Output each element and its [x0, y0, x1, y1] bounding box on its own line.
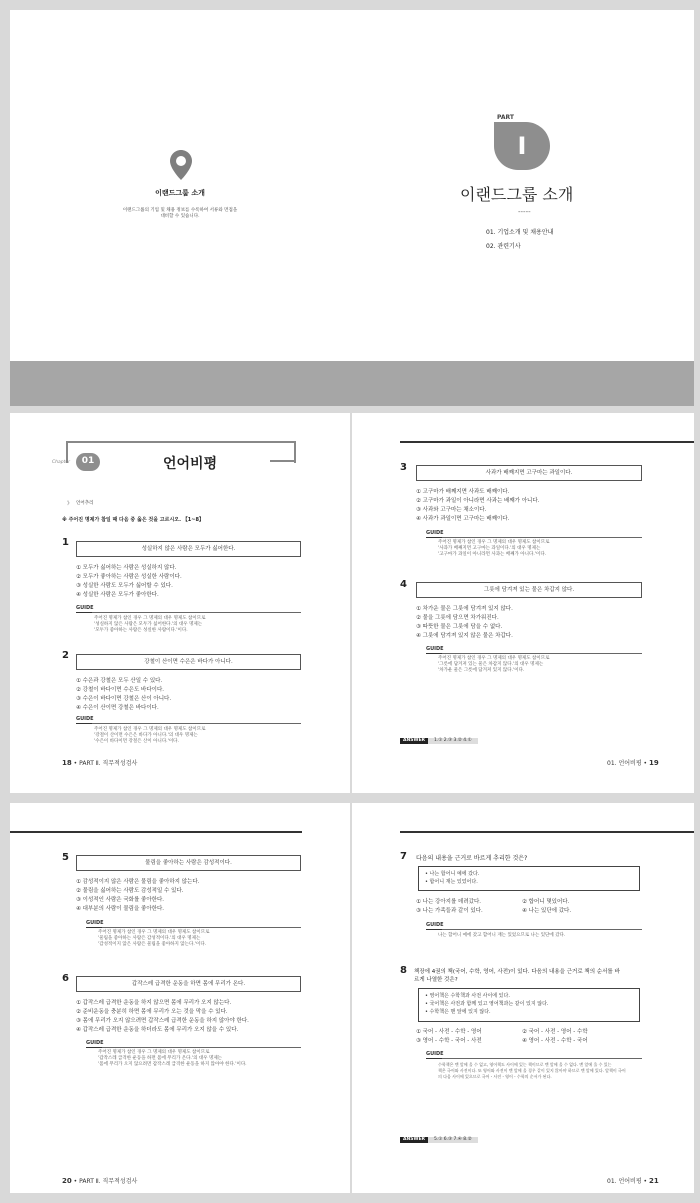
- q6-option-1[interactable]: ① 갑작스레 급격한 운동을 하지 않으면 몸에 무리가 오지 않는다.: [76, 1000, 232, 1006]
- chapter-word: Chapter: [52, 460, 70, 465]
- q6-guide-2: '갑작스레 급격한 운동을 하면 몸에 무리가 온다.'의 대우 명제는: [98, 1056, 223, 1061]
- q1-guide-3: '모두가 좋아하는 사람은 성실한 사람이다.'이다.: [94, 628, 188, 633]
- q2-guide-1: 주어진 명제가 참인 경우 그 명제의 대우 명제도 참이므로: [94, 727, 206, 732]
- cover-page: [10, 10, 694, 405]
- q3-statement: 사과가 배째지면 고구마는 과일이다.: [416, 465, 642, 481]
- q7-stem: 다음의 내용을 근거로 바르게 추리한 것은?: [416, 855, 528, 862]
- q5-guide-2: '물림을 좋아하는 사람은 감성적이다.'의 대우 명제는: [98, 936, 201, 941]
- q4-guide-1: 주어진 명제가 참인 경우 그 명제의 대우 명제도 참이므로: [438, 656, 550, 661]
- q1-guide-1: 주어진 명제가 참인 경우 그 명제의 대우 명제도 참이므로: [94, 616, 206, 621]
- q3-option-2[interactable]: ② 고구마가 과일이 아니라면 사과는 배째가 아니다.: [416, 498, 540, 504]
- cover-dashes: -----: [518, 208, 531, 216]
- q7-option-1[interactable]: ① 나는 강아지를 데려갔다.: [416, 899, 482, 905]
- page-footer-20: [62, 1176, 137, 1185]
- gray-band: [10, 361, 694, 406]
- q3-option-4[interactable]: ④ 사과가 과일이면 고구마는 배째이다.: [416, 516, 510, 522]
- q8-option-2[interactable]: ② 국어 - 사전 - 영어 - 수학: [522, 1029, 588, 1035]
- q1-number: 1: [62, 537, 69, 548]
- guide-label: GUIDE: [426, 1051, 444, 1057]
- q2-guide-3: '수은이 바다이면 강철은 산이 아니다.'이다.: [94, 739, 179, 744]
- answer-values: 5.① 6.③ 7.④ 8.②: [428, 1137, 478, 1143]
- q4-option-4[interactable]: ④ 그릇에 담겨져 있지 않은 물은 차갑다.: [416, 633, 513, 639]
- q1-guide: [76, 605, 301, 613]
- top-rule: [400, 831, 694, 833]
- q3-guide: [426, 530, 642, 538]
- q6-option-4[interactable]: ④ 갑작스레 급격한 운동을 하더라도 몸에 무리가 오지 않을 수 있다.: [76, 1027, 239, 1033]
- q3-option-1[interactable]: ① 고구마가 배째지면 사과도 배째이다.: [416, 489, 510, 495]
- q7-option-2[interactable]: ② 합어니 몇있어다.: [522, 899, 570, 905]
- q8-conditions: [418, 988, 640, 1022]
- q1-guide-2: '성실하지 않은 사람은 모두가 싫어한다.'의 대우 명제는: [94, 622, 203, 627]
- q2-guide: [76, 716, 301, 724]
- q5-option-4[interactable]: ④ 대부분의 사람이 물림을 좋아한다.: [76, 906, 165, 912]
- q6-number: 6: [62, 973, 69, 984]
- q8-stem-2: 르게 나열한 것은?: [414, 977, 458, 983]
- chapter-title: 언어비평: [163, 456, 218, 472]
- footer-text: • PART Ⅱ. 직무적성검사: [73, 1178, 138, 1185]
- q7-number: 7: [400, 851, 407, 862]
- q4-statement: 그릇에 담겨져 있는 물은 차갑지 않다.: [416, 582, 642, 598]
- q5-guide-1: 주어진 명제가 참인 경우 그 명제의 대우 명제도 참이므로: [98, 930, 210, 935]
- q2-number: 2: [62, 650, 69, 661]
- footer-text: 01. 언어비평 •: [607, 1178, 648, 1185]
- chapter-number: 01: [81, 456, 95, 466]
- q7-guide: [426, 922, 642, 930]
- q2-option-3[interactable]: ③ 수은이 바다이면 강철은 산이 아니다.: [76, 696, 172, 702]
- part-badge: [494, 122, 550, 170]
- q8-guide-1: 수학책은 맨 앞에 올 수 없고, 영어책도 사이에 있는 책이므로 맨 앞에 올 수 없다. 맨 앞에 올 수 있는: [438, 1062, 612, 1067]
- q3-option-3[interactable]: ③ 사과와 고구마는 채소이다.: [416, 507, 487, 513]
- q1-statement: 성실하지 않은 사람은 모두가 싫어한다.: [76, 541, 301, 557]
- q5-guide-3: '감성적이지 않은 사람은 물림을 좋아하지 않는다.'이다.: [98, 942, 207, 947]
- chapter-frame-right: [294, 441, 296, 461]
- q6-guide-3: '몸에 무리가 오지 않으려면 갑작스레 급격한 운동을 하지 않아야 한다.'이다.: [98, 1062, 247, 1067]
- footer-text: 01. 언어비평 •: [607, 760, 648, 767]
- q8-condition-2: • 국어책은 사전과 함께 있고 영어책과는 같이 있지 않다.: [425, 1001, 549, 1007]
- page-19: [352, 413, 694, 793]
- q8-option-4[interactable]: ④ 영어 - 사전 - 수학 - 국어: [522, 1038, 588, 1044]
- q5-option-3[interactable]: ③ 이성적인 사람은 국화를 좋아한다.: [76, 897, 165, 903]
- toc-item-1[interactable]: 01. 기업소개 및 채용안내: [486, 229, 554, 236]
- footer-text: • PART Ⅱ. 직무적성검사: [73, 760, 138, 767]
- guide-label: GUIDE: [86, 1040, 104, 1046]
- instruction: ※ 주어진 명제가 참일 때 다음 중 옳은 것을 고르시오. 【1~8】: [62, 517, 204, 523]
- q8-number: 8: [400, 965, 407, 976]
- q8-option-1[interactable]: ① 국어 - 사전 - 수학 - 영어: [416, 1029, 482, 1035]
- q4-guide-2: '그릇에 담겨져 있는 물은 차갑지 않다.'의 대우 명제는: [438, 662, 544, 667]
- top-rule: [10, 831, 302, 833]
- q7-condition-1: • 나는 합어니 예에 갔다.: [425, 871, 480, 877]
- q2-guide-2: '강철이 산이면 수은은 바다가 아니다.'의 대우 명제는: [94, 733, 198, 738]
- q8-guide: [426, 1051, 642, 1059]
- q8-guide-3: 의 다음 사이에 있으므로 국어 - 사전 - 영어 - 수학의 순서가 된다.: [438, 1074, 552, 1079]
- q4-option-3[interactable]: ③ 따뜻한 물은 그릇에 담을 수 없다.: [416, 624, 503, 630]
- guide-label: GUIDE: [426, 922, 444, 928]
- part-numeral: I: [517, 132, 527, 160]
- answer-bar-21: [400, 1137, 478, 1143]
- q4-number: 4: [400, 579, 407, 590]
- answer-label: ANSWER: [400, 738, 428, 744]
- q8-condition-1: • 영어책은 수학책과 사전 사이에 있다.: [425, 993, 510, 999]
- q6-option-3[interactable]: ③ 몸에 무리가 오지 않으려면 갑작스레 급격한 운동을 하지 않아야 한다.: [76, 1018, 249, 1024]
- cover-title: 이랜드그룹 소개: [460, 185, 574, 204]
- q5-number: 5: [62, 852, 69, 863]
- page-number: 19: [649, 759, 659, 767]
- q7-guide-1: 나는 합어니 예에 갔고 합어니 재는 있었으므로 나는 있단에 갔다.: [438, 933, 566, 938]
- q7-condition-2: • 합어니 재는 있었어다.: [425, 879, 478, 885]
- q3-number: 3: [400, 462, 407, 473]
- page-footer-21: [607, 1176, 659, 1185]
- q3-guide-2: '사과가 배째지면 고구마는 과일이다.'의 대우 명제는: [438, 546, 541, 551]
- q2-option-2[interactable]: ② 강철이 바다이면 수은도 바다이다.: [76, 687, 165, 693]
- left-intro: [110, 150, 260, 250]
- left-title: 이랜드그룹 소개: [155, 189, 205, 197]
- q8-guide-2: 책은 국어와 사전이다. 또 영어와 사전이 맨 앞에 올 경우 같이 있지 않아야 하므로 맨 앞에 있다. 앞책이 국어: [438, 1068, 626, 1073]
- page-18: [10, 413, 350, 793]
- q1-option-2[interactable]: ② 모두가 좋아하는 사람은 성실한 사람이다.: [76, 574, 182, 580]
- q5-option-1[interactable]: ① 감성적이지 않은 사람은 물림을 좋아하지 않는다.: [76, 879, 200, 885]
- q1-option-3[interactable]: ③ 성실한 사람도 모두가 싫어할 수 있다.: [76, 583, 173, 589]
- q1-option-4[interactable]: ④ 성실한 사람은 모두가 좋아한다.: [76, 592, 159, 598]
- toc-item-2[interactable]: 02. 관련기사: [486, 243, 521, 250]
- section-marker: 》: [67, 501, 73, 507]
- q6-option-2[interactable]: ② 준비운동을 충분히 하면 몸에 무리가 오는 것을 막을 수 있다.: [76, 1009, 228, 1015]
- guide-label: GUIDE: [426, 530, 444, 536]
- page-number: 21: [649, 1177, 659, 1185]
- q5-option-2[interactable]: ② 물림을 싫어하는 사람도 감성적일 수 있다.: [76, 888, 184, 894]
- page-21: [352, 803, 694, 1193]
- q4-guide: [426, 646, 642, 654]
- q5-guide: [86, 920, 301, 928]
- q4-guide-3: '차가운 물은 그릇에 담겨져 있지 않다.'이다.: [438, 668, 525, 673]
- answer-label: ANSWER: [400, 1137, 428, 1143]
- answer-bar-19: [400, 738, 478, 744]
- page-20: [10, 803, 350, 1193]
- page-number: 18: [62, 759, 72, 767]
- q5-statement: 물림을 좋아하는 사람은 감성적이다.: [76, 855, 301, 871]
- answer-values: 1.① 2.③ 3.② 4.①: [428, 738, 478, 744]
- q4-option-1[interactable]: ① 차가운 물은 그릇에 담겨져 있지 않다.: [416, 606, 513, 612]
- top-rule: [400, 441, 694, 443]
- q7-conditions: [418, 866, 640, 891]
- guide-label: GUIDE: [76, 605, 94, 611]
- q8-stem-1: 책장에 4권의 책(국어, 수학, 영어, 사전)이 있다. 다음의 내용을 근거로 책의 순서를 바: [414, 969, 620, 975]
- part-label: PART: [497, 114, 514, 121]
- section-label: 언어추리: [76, 501, 94, 506]
- q4-option-2[interactable]: ② 물을 그릇에 담으면 차가워진다.: [416, 615, 499, 621]
- q7-option-4[interactable]: ④ 나는 있단에 갔다.: [522, 908, 572, 914]
- guide-label: GUIDE: [76, 716, 94, 722]
- q2-option-4[interactable]: ④ 수은이 산이면 강철은 바다이다.: [76, 705, 159, 711]
- q3-guide-3: '고구마가 과일이 아니라면 사과는 배째가 아니다.'이다.: [438, 552, 547, 557]
- q1-option-1[interactable]: ① 모두가 싫어하는 사람은 성실하지 않다.: [76, 565, 177, 571]
- location-pin-icon: [170, 150, 192, 180]
- q6-guide-1: 주어진 명제가 참인 경우 그 명제의 대우 명제도 참이므로: [98, 1050, 210, 1055]
- guide-label: GUIDE: [86, 920, 104, 926]
- page-footer-18: [62, 758, 137, 767]
- chapter-frame-tick: [270, 460, 296, 462]
- q8-option-3[interactable]: ③ 영어 - 수학 - 국어 - 사전: [416, 1038, 482, 1044]
- page-footer-19: [607, 758, 659, 767]
- left-desc-1: 이랜드그룹의 기업 및 채용 정보를 수록하여 서류와 면접을: [122, 208, 238, 213]
- q6-statement: 갑작스레 급격한 운동을 하면 몸에 무리가 온다.: [76, 976, 301, 992]
- q6-guide: [86, 1040, 301, 1048]
- q7-option-3[interactable]: ③ 나는 가족들과 같이 있다.: [416, 908, 483, 914]
- guide-label: GUIDE: [426, 646, 444, 652]
- q2-option-1[interactable]: ① 수은과 강철은 모두 산일 수 있다.: [76, 678, 163, 684]
- page-number: 20: [62, 1177, 72, 1185]
- left-desc-2: 대비할 수 있습니다.: [160, 214, 200, 219]
- q2-statement: 강철이 산이면 수은은 바다가 아니다.: [76, 654, 301, 670]
- q8-condition-3: • 수학책은 맨 앞에 있지 않다.: [425, 1009, 491, 1015]
- q3-guide-1: 주어진 명제가 참인 경우 그 명제의 대우 명제도 참이므로: [438, 540, 550, 545]
